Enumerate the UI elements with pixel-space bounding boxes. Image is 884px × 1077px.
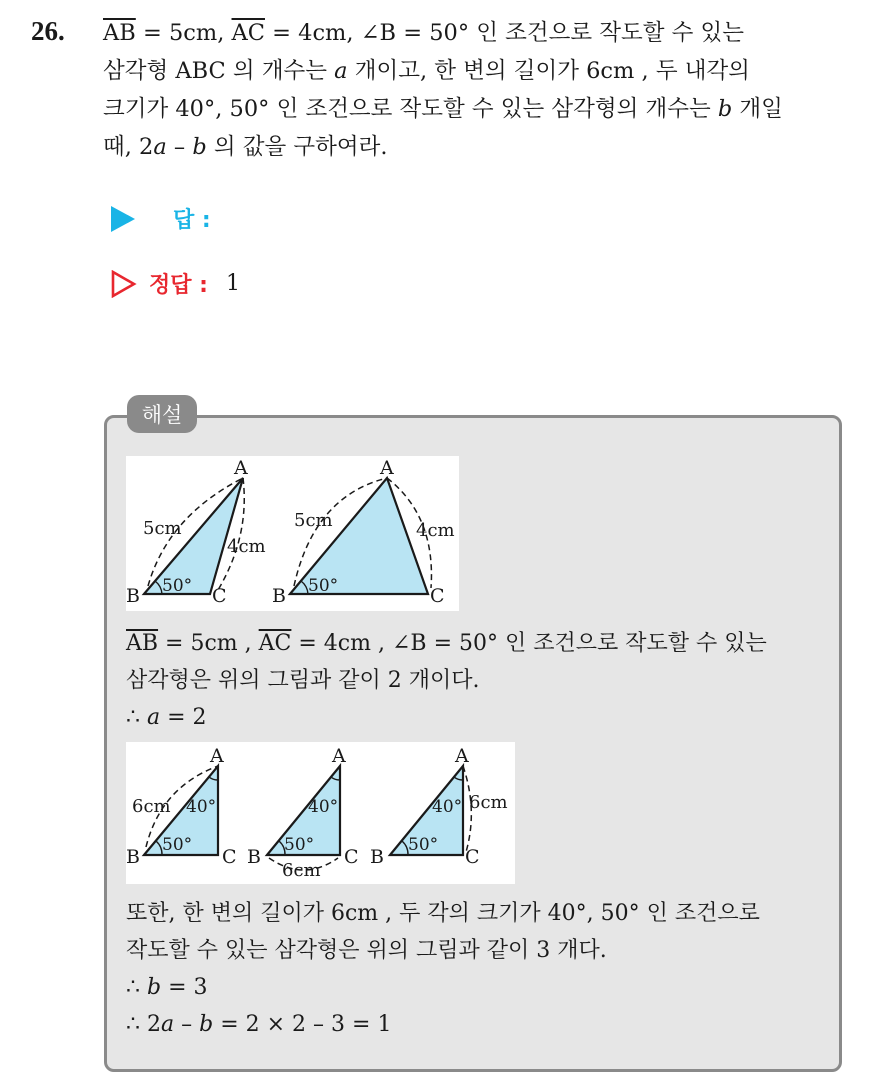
segment-ab: $\overline{AB}$ [103, 20, 136, 46]
explanation-tag: 해설 [127, 395, 197, 433]
figure-case-asa [126, 742, 515, 884]
svg-text:5cm: 5cm [294, 510, 333, 531]
svg-text:6cm: 6cm [282, 860, 321, 881]
vertex-b-label: B [126, 585, 140, 607]
svg-text:A: A [455, 745, 469, 767]
svg-text:50°: 50° [284, 835, 315, 855]
correct-answer-value: 1 [225, 271, 240, 296]
correct-answer-label: 정답 : [149, 273, 208, 298]
answer-label: 답 : [173, 208, 211, 233]
triangle-asa-2 [247, 745, 359, 881]
svg-text:C: C [222, 846, 237, 868]
vertex-a-label: A [234, 457, 248, 479]
solution-part-2: 또한, 한 변의 길이가 6cm , 두 각의 크기가 40°, 50° 인 조건으로 작도할 수 있는 삼각형은 위의 그림과 같이 3 개다. ∴ b = 3 ∴ 2a – b = 2 × 2 – 3 = 1 [126, 901, 760, 1037]
segment-ac: $\overline{AC}$ [231, 20, 265, 46]
angle-b-label: 50° [162, 576, 193, 596]
svg-text:4cm: 4cm [416, 520, 455, 541]
svg-text:6cm: 6cm [469, 792, 508, 813]
svg-text:B: B [247, 846, 261, 868]
svg-text:C: C [430, 585, 445, 607]
figure-case-sas [126, 456, 459, 611]
triangle-1 [126, 457, 266, 607]
triangle-2 [272, 457, 455, 607]
answer-row [111, 203, 211, 234]
side-ab-label: 5cm [143, 518, 182, 539]
outline-arrow-icon [111, 270, 137, 298]
question-number: 26. [31, 16, 65, 46]
svg-text:50°: 50° [162, 835, 193, 855]
play-arrow-icon [111, 206, 135, 232]
triangle-asa-1 [126, 745, 237, 868]
vertex-c-label: C [212, 585, 227, 607]
triangle-asa-3 [370, 745, 508, 868]
solution-part-1: $\overline{AB} = 5cm$ , $\overline{AC} = 4cm$ , ∠B = 50° 인 조건으로 작도할 수 있는 삼각형은 위의 그림과 같이 2 개이다. ∴ a = 2 [126, 631, 767, 730]
svg-text:C: C [465, 846, 480, 868]
svg-text:6cm: 6cm [132, 796, 171, 817]
svg-text:A: A [332, 745, 346, 767]
var-a: a [334, 58, 348, 84]
svg-text:40°: 40° [432, 797, 463, 817]
svg-text:A: A [210, 745, 224, 767]
svg-text:C: C [344, 846, 359, 868]
svg-text:40°: 40° [308, 797, 339, 817]
svg-text:A: A [380, 457, 394, 479]
correct-answer-row [111, 268, 240, 299]
var-b: b [717, 96, 733, 122]
svg-text:50°: 50° [308, 576, 339, 596]
side-ac-label: 4cm [227, 536, 266, 557]
question-text: $\overline{AB} = 5cm$, $\overline{AC} = 4cm$, ∠B = 50° 인 조건으로 작도할 수 있는 삼각형 ABC 의 개수는 a 개이고, 한 변의 길이가 6cm , 두 내각의 크기가 40°, 50° 인 조건으로 작도할 수 있는 삼각형의 개수는 b 개일 때, 2a – b 의 값을 구하여라. [103, 20, 783, 160]
svg-text:40°: 40° [186, 797, 217, 817]
svg-text:B: B [370, 846, 384, 868]
svg-text:50°: 50° [408, 835, 439, 855]
svg-text:B: B [272, 585, 286, 607]
svg-text:B: B [126, 846, 140, 868]
